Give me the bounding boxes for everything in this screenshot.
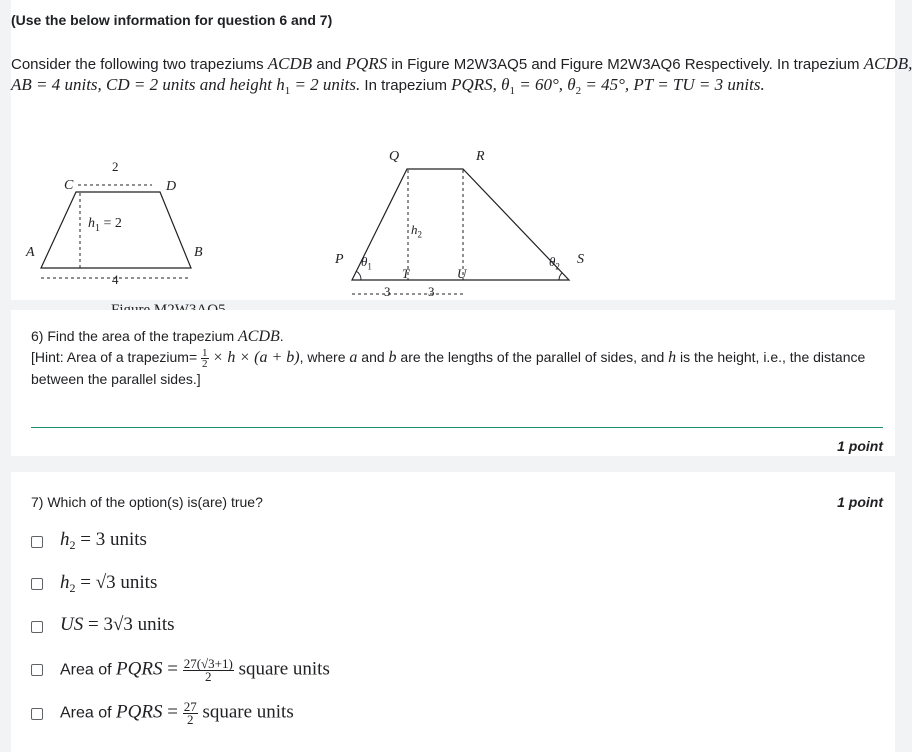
figure2-theta2-arc bbox=[559, 273, 562, 280]
figure1-label-c: C bbox=[64, 178, 74, 193]
intro-line-2: AB = 4 units, CD = 2 units and height $h_1 = 2$ units. In trapezium PQRS, $\theta_1 = 60^\circ$, $\theta_2 = 45^\circ$, PT = TU = 3 units. bbox=[11, 75, 765, 97]
q6-hint-line-2: between the parallel sides.] bbox=[31, 371, 201, 387]
figure2-outline bbox=[352, 169, 569, 280]
figure1-label-d: D bbox=[166, 179, 177, 194]
q7-title: 7) Which of the option(s) is(are) true? bbox=[31, 494, 263, 510]
option-2-checkbox[interactable] bbox=[31, 578, 43, 590]
option-1-checkbox[interactable] bbox=[31, 536, 43, 548]
figure1-label-b: B bbox=[194, 245, 203, 260]
figures-panel bbox=[11, 100, 645, 298]
figure2-theta1-label: $\theta_1$ bbox=[361, 254, 372, 272]
figure2-theta1-arc bbox=[356, 271, 361, 280]
q6-points: 1 point bbox=[837, 438, 883, 454]
figure1-height-label: $h_1 = 2$ bbox=[88, 216, 122, 234]
q7-points: 1 point bbox=[837, 494, 883, 510]
figure2-label-p: P bbox=[335, 252, 344, 267]
figure2-pt-length: 3 bbox=[384, 284, 391, 299]
option-3-label[interactable]: US = 3√3 units bbox=[60, 614, 175, 635]
figure1-top-length: 2 bbox=[112, 159, 119, 174]
header-card bbox=[11, 0, 895, 44]
q6-title: 6) Find the area of the trapezium ACDB. bbox=[31, 328, 284, 345]
option-5-checkbox[interactable] bbox=[31, 708, 43, 720]
intro-line-1: Consider the following two trapeziums ACDB and PQRS in Figure M2W3AQ5 and Figure M2W3AQ6 Respectively. In trapezium ACDB, bbox=[11, 54, 912, 73]
info-card bbox=[11, 44, 912, 300]
option-4-label[interactable]: Area of PQRS = $\frac{27(√3+1)}{2}$ square units bbox=[60, 656, 330, 684]
option-4-checkbox[interactable] bbox=[31, 664, 43, 676]
option-5-label[interactable]: Area of PQRS = $\frac{27}{2}$ square units bbox=[60, 699, 294, 727]
figure2-label-u: U bbox=[457, 266, 467, 281]
question-7-card bbox=[11, 472, 895, 752]
figure1-bottom-length: 4 bbox=[112, 272, 119, 287]
q6-answer-input[interactable] bbox=[31, 422, 883, 428]
figure2-label-s: S bbox=[577, 252, 584, 267]
section-header: (Use the below information for question 6 and 7) bbox=[11, 12, 333, 28]
figure1-label-a: A bbox=[26, 245, 35, 260]
figure2-label-r: R bbox=[476, 149, 485, 164]
q6-hint-line-1: [Hint: Area of a trapezium= $\frac{1}{2}$ × h × (a + b), where a and b are the lengths of the parallel of sides, and h is the height, i.e., the distance bbox=[31, 347, 866, 370]
question-6-card bbox=[11, 310, 895, 456]
option-2-label[interactable]: $h_2 = √3$ units bbox=[60, 572, 158, 596]
figure2-height-label: $h_2$ bbox=[411, 222, 422, 240]
figure2-label-t: T bbox=[402, 266, 410, 281]
option-1-label[interactable]: $h_2 = 3$ units bbox=[60, 529, 147, 553]
option-3-checkbox[interactable] bbox=[31, 621, 43, 633]
figure2-label-q: Q bbox=[389, 149, 400, 164]
figure2-tu-length: 3 bbox=[428, 284, 435, 299]
figure2-theta2-label: $\theta_2$ bbox=[549, 254, 560, 272]
